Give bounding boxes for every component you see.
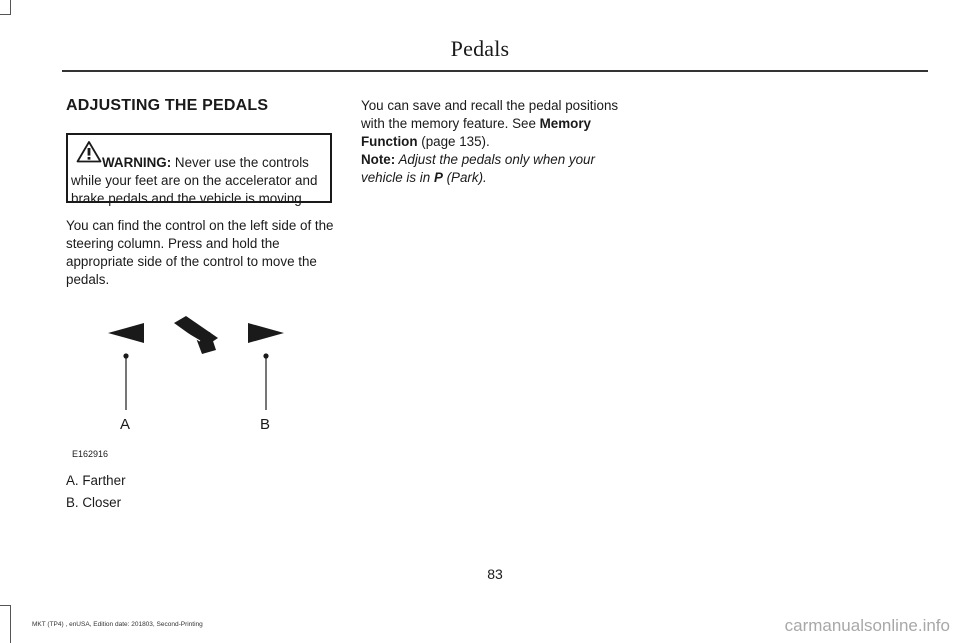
- crop-mark: [10, 605, 11, 643]
- figure-code: E162916: [72, 449, 109, 459]
- legend-item-b: B. Closer: [66, 495, 122, 510]
- warning-box: [66, 133, 332, 206]
- edition-footer: MKT (TP4) , enUSA, Edition date: 201803, Second-Printing: [32, 621, 203, 628]
- note-text: Adjust the pedals only when your vehicle is in: [361, 152, 595, 185]
- arrow-right-icon: [248, 323, 284, 343]
- pedal-control-figure: [96, 308, 296, 468]
- park-gear: P: [433, 170, 443, 185]
- pedal-adjust-icon: [174, 316, 218, 354]
- memory-function-link[interactable]: Memory Function: [361, 116, 591, 149]
- page-reference: (page 135).: [417, 134, 490, 149]
- crop-mark: [0, 605, 11, 606]
- instruction-paragraph: You can find the control on the left side of the steering column. Press and hold the appropriate side of the control to move the pedals.: [66, 218, 334, 287]
- watermark: carmanualsonline.info: [784, 616, 950, 635]
- warning-triangle-icon: [76, 140, 102, 163]
- memory-paragraph: [361, 97, 636, 151]
- page-title: Pedals: [450, 36, 510, 61]
- page-number: 83: [487, 566, 503, 582]
- memory-text: You can save and recall the pedal positions with the memory feature. See: [361, 98, 619, 131]
- crop-mark: [0, 14, 11, 15]
- pedal-control-diagram: [96, 308, 296, 468]
- section-heading: ADJUSTING THE PEDALS: [66, 97, 269, 114]
- crop-mark: [10, 0, 11, 14]
- warning-label: WARNING:: [102, 155, 172, 170]
- callout-label-a: A: [120, 416, 131, 433]
- note-end: (Park).: [442, 170, 487, 185]
- left-column: [66, 97, 336, 287]
- header-rule: [62, 70, 928, 72]
- arrow-left-icon: [108, 323, 144, 343]
- legend-item-a: A. Farther: [66, 473, 126, 488]
- warning-text: Never use the controls while your feet are on the accelerator and brake pedals and the vehicle is moving.: [71, 155, 318, 206]
- note-paragraph: [361, 151, 636, 187]
- note-label: Note:: [361, 152, 396, 167]
- callout-label-b: B: [260, 416, 271, 433]
